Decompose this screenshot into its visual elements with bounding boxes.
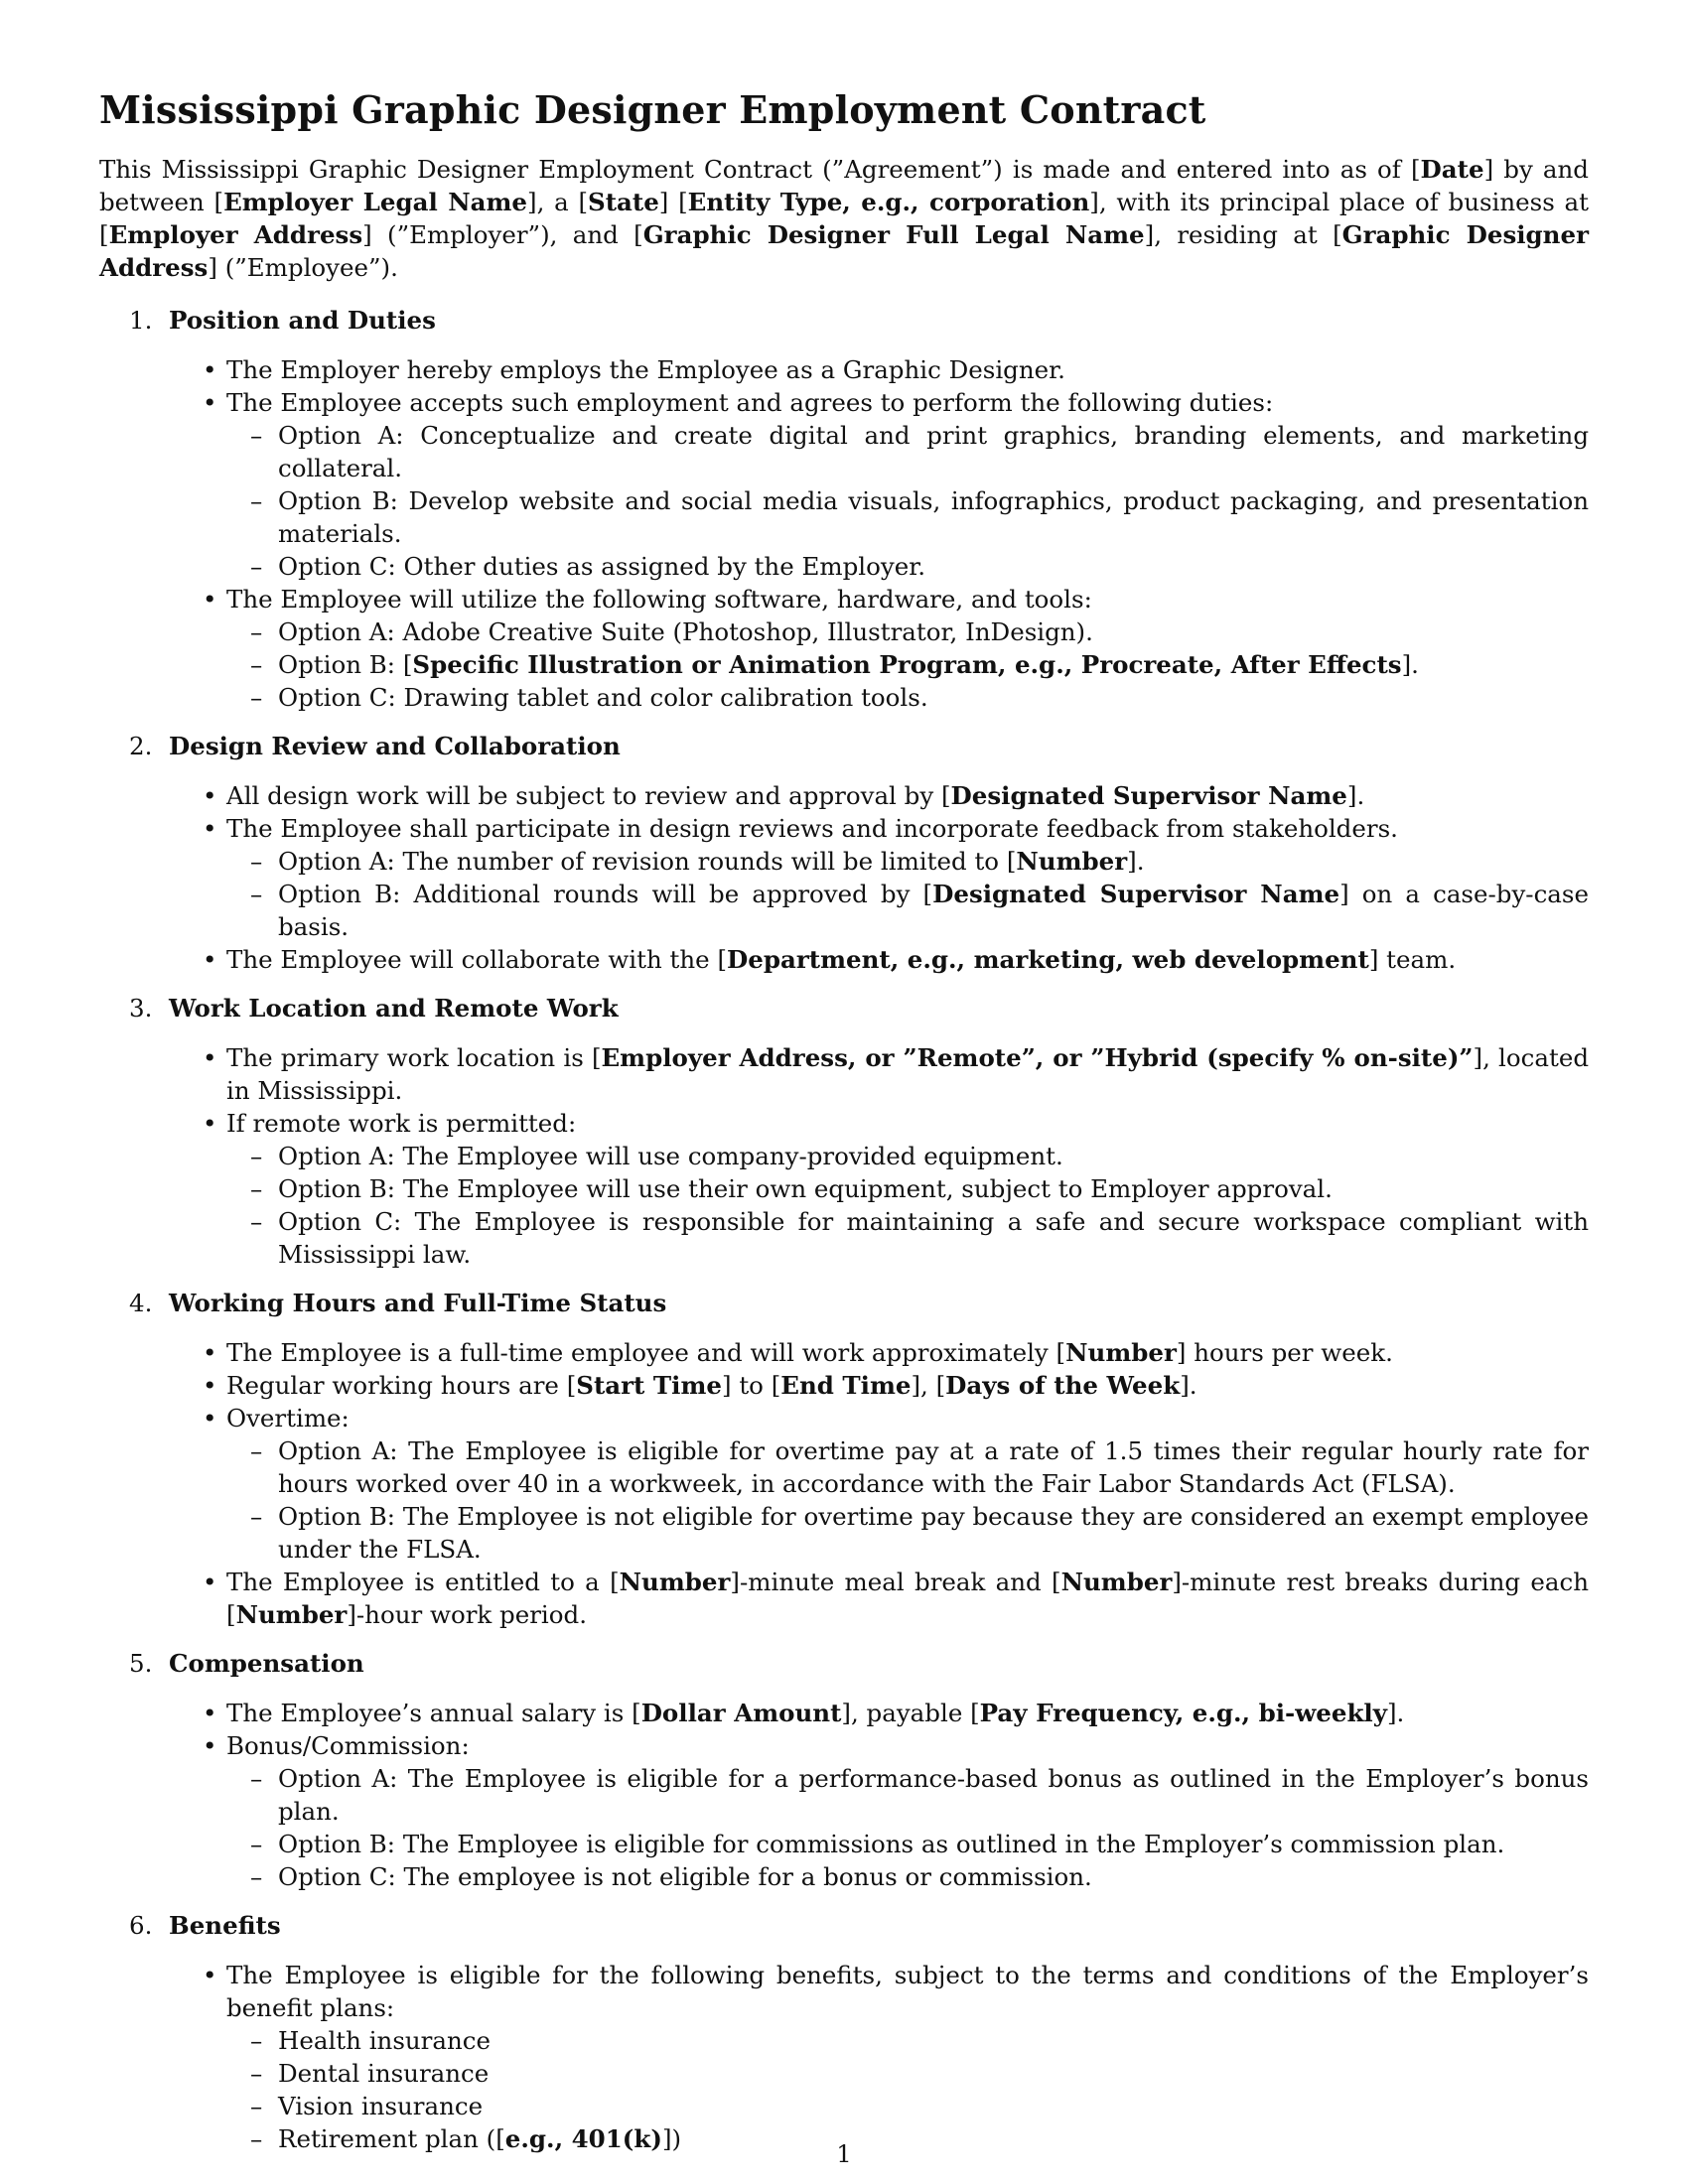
section-heading: 5. Compensation (129, 1649, 364, 1678)
list-item: • Overtime: – Option A: The Employee is eligible for overtime pay at a rate of 1.5 times their regular hourly rate for hours worked over 40 in a workweek, in accordance with the Fair Labor Standards Act (FLSA). – Option B: The Employee is not eligible for overtime pay because they are considered an exempt employee under the FLSA. (226, 1402, 1589, 1566)
option-item: – Vision insurance (278, 2090, 1589, 2122)
option-item: – Option B: Develop website and social media visuals, infographics, product packaging, and presentation materials. (278, 484, 1589, 550)
option-item: – Option B: The Employee is not eligible for overtime pay because they are considered an exempt employee under the FLSA. (278, 1500, 1589, 1566)
field-designer-name: Graphic Designer Full Legal Name (642, 220, 1145, 249)
list-item: • The Employee will collaborate with the [Department, e.g., marketing, web development] team. (226, 943, 1589, 976)
field-program: Specific Illustration or Animation Program, e.g., Procreate, After Effects (412, 650, 1402, 679)
option-item: – Option A: Adobe Creative Suite (Photoshop, Illustrator, InDesign). (278, 615, 1589, 648)
list-item: • The Employer hereby employs the Employee as a Graphic Designer. (226, 353, 1589, 386)
field-supervisor-name: Designated Supervisor Name (932, 880, 1340, 908)
field-state: State (588, 188, 659, 216)
list-item: • The primary work location is [Employer Address, or ”Remote”, or ”Hybrid (specify % on-site)”], located in Mississippi. (226, 1041, 1589, 1107)
list-item: • All design work will be subject to review and approval by [Designated Supervisor Name]. (226, 779, 1589, 812)
document-title: Mississippi Graphic Designer Employment Contract (99, 87, 1206, 132)
field-date: Date (1420, 155, 1484, 184)
field-work-location: Employer Address, or ”Remote”, or ”Hybrid (specify % on-site)” (601, 1043, 1474, 1072)
section-working-hours (99, 1287, 1589, 1631)
list-item: • The Employee is a full-time employee and will work approximately [Number] hours per week. (226, 1336, 1589, 1369)
section-heading: 4. Working Hours and Full-Time Status (129, 1289, 667, 1317)
intro-paragraph: This Mississippi Graphic Designer Employment Contract (”Agreement”) is made and entered into as of [Date] by and between [Employer Legal Name], a [State] [Entity Type, e.g., corporation], with its principal place of business at [Employer Address] (”Employer”), and [Graphic Designer Full Legal Name], residing at [Graphic Designer Address] (”Employee”). (99, 155, 1589, 282)
field-number: Number (1065, 1338, 1177, 1367)
option-item: – Option C: The employee is not eligible for a bonus or commission. (278, 1860, 1589, 1893)
field-designer-address: Graphic Designer Address (99, 220, 1589, 282)
section-heading: 2. Design Review and Collaboration (129, 732, 621, 760)
option-item: – Option A: The Employee will use company-provided equipment. (278, 1140, 1589, 1172)
option-item: – Option C: Other duties as assigned by the Employer. (278, 550, 1589, 583)
field-supervisor-name: Designated Supervisor Name (950, 781, 1347, 810)
option-item: – Option A: The Employee is eligible for overtime pay at a rate of 1.5 times their regular hourly rate for hours worked over 40 in a workweek, in accordance with the Fair Labor Standards Act (FLSA). (278, 1434, 1589, 1500)
section-position-and-duties (99, 304, 1589, 714)
section-work-location (99, 992, 1589, 1271)
field-start-time: Start Time (576, 1371, 722, 1400)
option-item: – Option B: The Employee will use their own equipment, subject to Employer approval. (278, 1172, 1589, 1205)
field-end-time: End Time (780, 1371, 912, 1400)
list-item: • The Employee is eligible for the following benefits, subject to the terms and conditions of the Employer’s benefit plans: – Health insurance – Dental insurance – Vision insurance – Retirement plan ([e.g., 401(k)]) (226, 1959, 1589, 2155)
section-design-review (99, 730, 1589, 976)
option-item: – Option B: The Employee is eligible for commissions as outlined in the Employer’s commission plan. (278, 1828, 1589, 1860)
list-item: • If remote work is permitted: – Option A: The Employee will use company-provided equipment. – Option B: The Employee will use their own equipment, subject to Employer approval. – Option C: The Employee is responsible for maintaining a safe and secure workspace compliant with Mississippi law. (226, 1107, 1589, 1271)
field-employer-legal-name: Employer Legal Name (223, 188, 528, 216)
field-number: Number (235, 1600, 348, 1629)
field-number: Number (619, 1568, 731, 1596)
page-number: 1 (836, 2140, 852, 2168)
field-number: Number (1016, 847, 1128, 876)
list-item: • The Employee is entitled to a [Number]-minute meal break and [Number]-minute rest breaks during each [Number]-hour work period. (226, 1566, 1589, 1631)
option-item: – Dental insurance (278, 2057, 1589, 2090)
section-heading: 1. Position and Duties (129, 306, 436, 335)
section-compensation (99, 1647, 1589, 1893)
option-item: – Retirement plan ([e.g., 401(k)]) (278, 2122, 1589, 2155)
list-item: • The Employee will utilize the following software, hardware, and tools: – Option A: Adobe Creative Suite (Photoshop, Illustrator, InDesign). – Option B: [Specific Illustration or Animation Program, e.g., Procreate, After Effects]. – Option C: Drawing tablet and color calibration tools. (226, 583, 1589, 714)
list-item: • Bonus/Commission: – Option A: The Employee is eligible for a performance-based bonus as outlined in the Employer’s bonus plan. – Option B: The Employee is eligible for commissions as outlined in the Employer’s commission plan. – Option C: The employee is not eligible for a bonus or commission. (226, 1729, 1589, 1893)
section-heading: 3. Work Location and Remote Work (129, 994, 619, 1023)
section-heading: 6. Benefits (129, 1911, 281, 1940)
field-retirement-plan: e.g., 401(k) (504, 2124, 662, 2153)
option-item: – Option C: The Employee is responsible for maintaining a safe and secure workspace compliant with Mississippi law. (278, 1205, 1589, 1271)
option-item: – Option A: The number of revision rounds will be limited to [Number]. (278, 845, 1589, 878)
field-days-of-week: Days of the Week (945, 1371, 1181, 1400)
list-item: • The Employee’s annual salary is [Dollar Amount], payable [Pay Frequency, e.g., bi-weekly]. (226, 1697, 1589, 1729)
section-benefits (99, 1909, 1589, 2155)
field-number: Number (1060, 1568, 1173, 1596)
option-item: – Option C: Drawing tablet and color calibration tools. (278, 681, 1589, 714)
list-item: • Regular working hours are [Start Time] to [End Time], [Days of the Week]. (226, 1369, 1589, 1402)
field-dollar-amount: Dollar Amount (640, 1699, 842, 1727)
field-employer-address: Employer Address (108, 220, 363, 249)
contract-page (99, 87, 1589, 2171)
field-entity-type: Entity Type, e.g., corporation (687, 188, 1090, 216)
option-item: – Option A: The Employee is eligible for a performance-based bonus as outlined in the Employer’s bonus plan. (278, 1762, 1589, 1828)
field-pay-frequency: Pay Frequency, e.g., bi-weekly (979, 1699, 1387, 1727)
field-department: Department, e.g., marketing, web development (727, 945, 1369, 974)
option-item: – Health insurance (278, 2024, 1589, 2057)
option-item: – Option A: Conceptualize and create digital and print graphics, branding elements, and marketing collateral. (278, 419, 1589, 484)
list-item: • The Employee shall participate in design reviews and incorporate feedback from stakeholders. – Option A: The number of revision rounds will be limited to [Number]. – Option B: Additional rounds will be approved by [Designated Supervisor Name] on a case-by-case basis. (226, 812, 1589, 943)
option-item: – Option B: [Specific Illustration or Animation Program, e.g., Procreate, After Effects]. (278, 648, 1589, 681)
option-item: – Option B: Additional rounds will be approved by [Designated Supervisor Name] on a case-by-case basis. (278, 878, 1589, 943)
list-item: • The Employee accepts such employment and agrees to perform the following duties: – Option A: Conceptualize and create digital and print graphics, branding elements, and marketing collateral. – Option B: Develop website and social media visuals, infographics, product packaging, and presentation materials. – Option C: Other duties as assigned by the Employer. (226, 386, 1589, 583)
